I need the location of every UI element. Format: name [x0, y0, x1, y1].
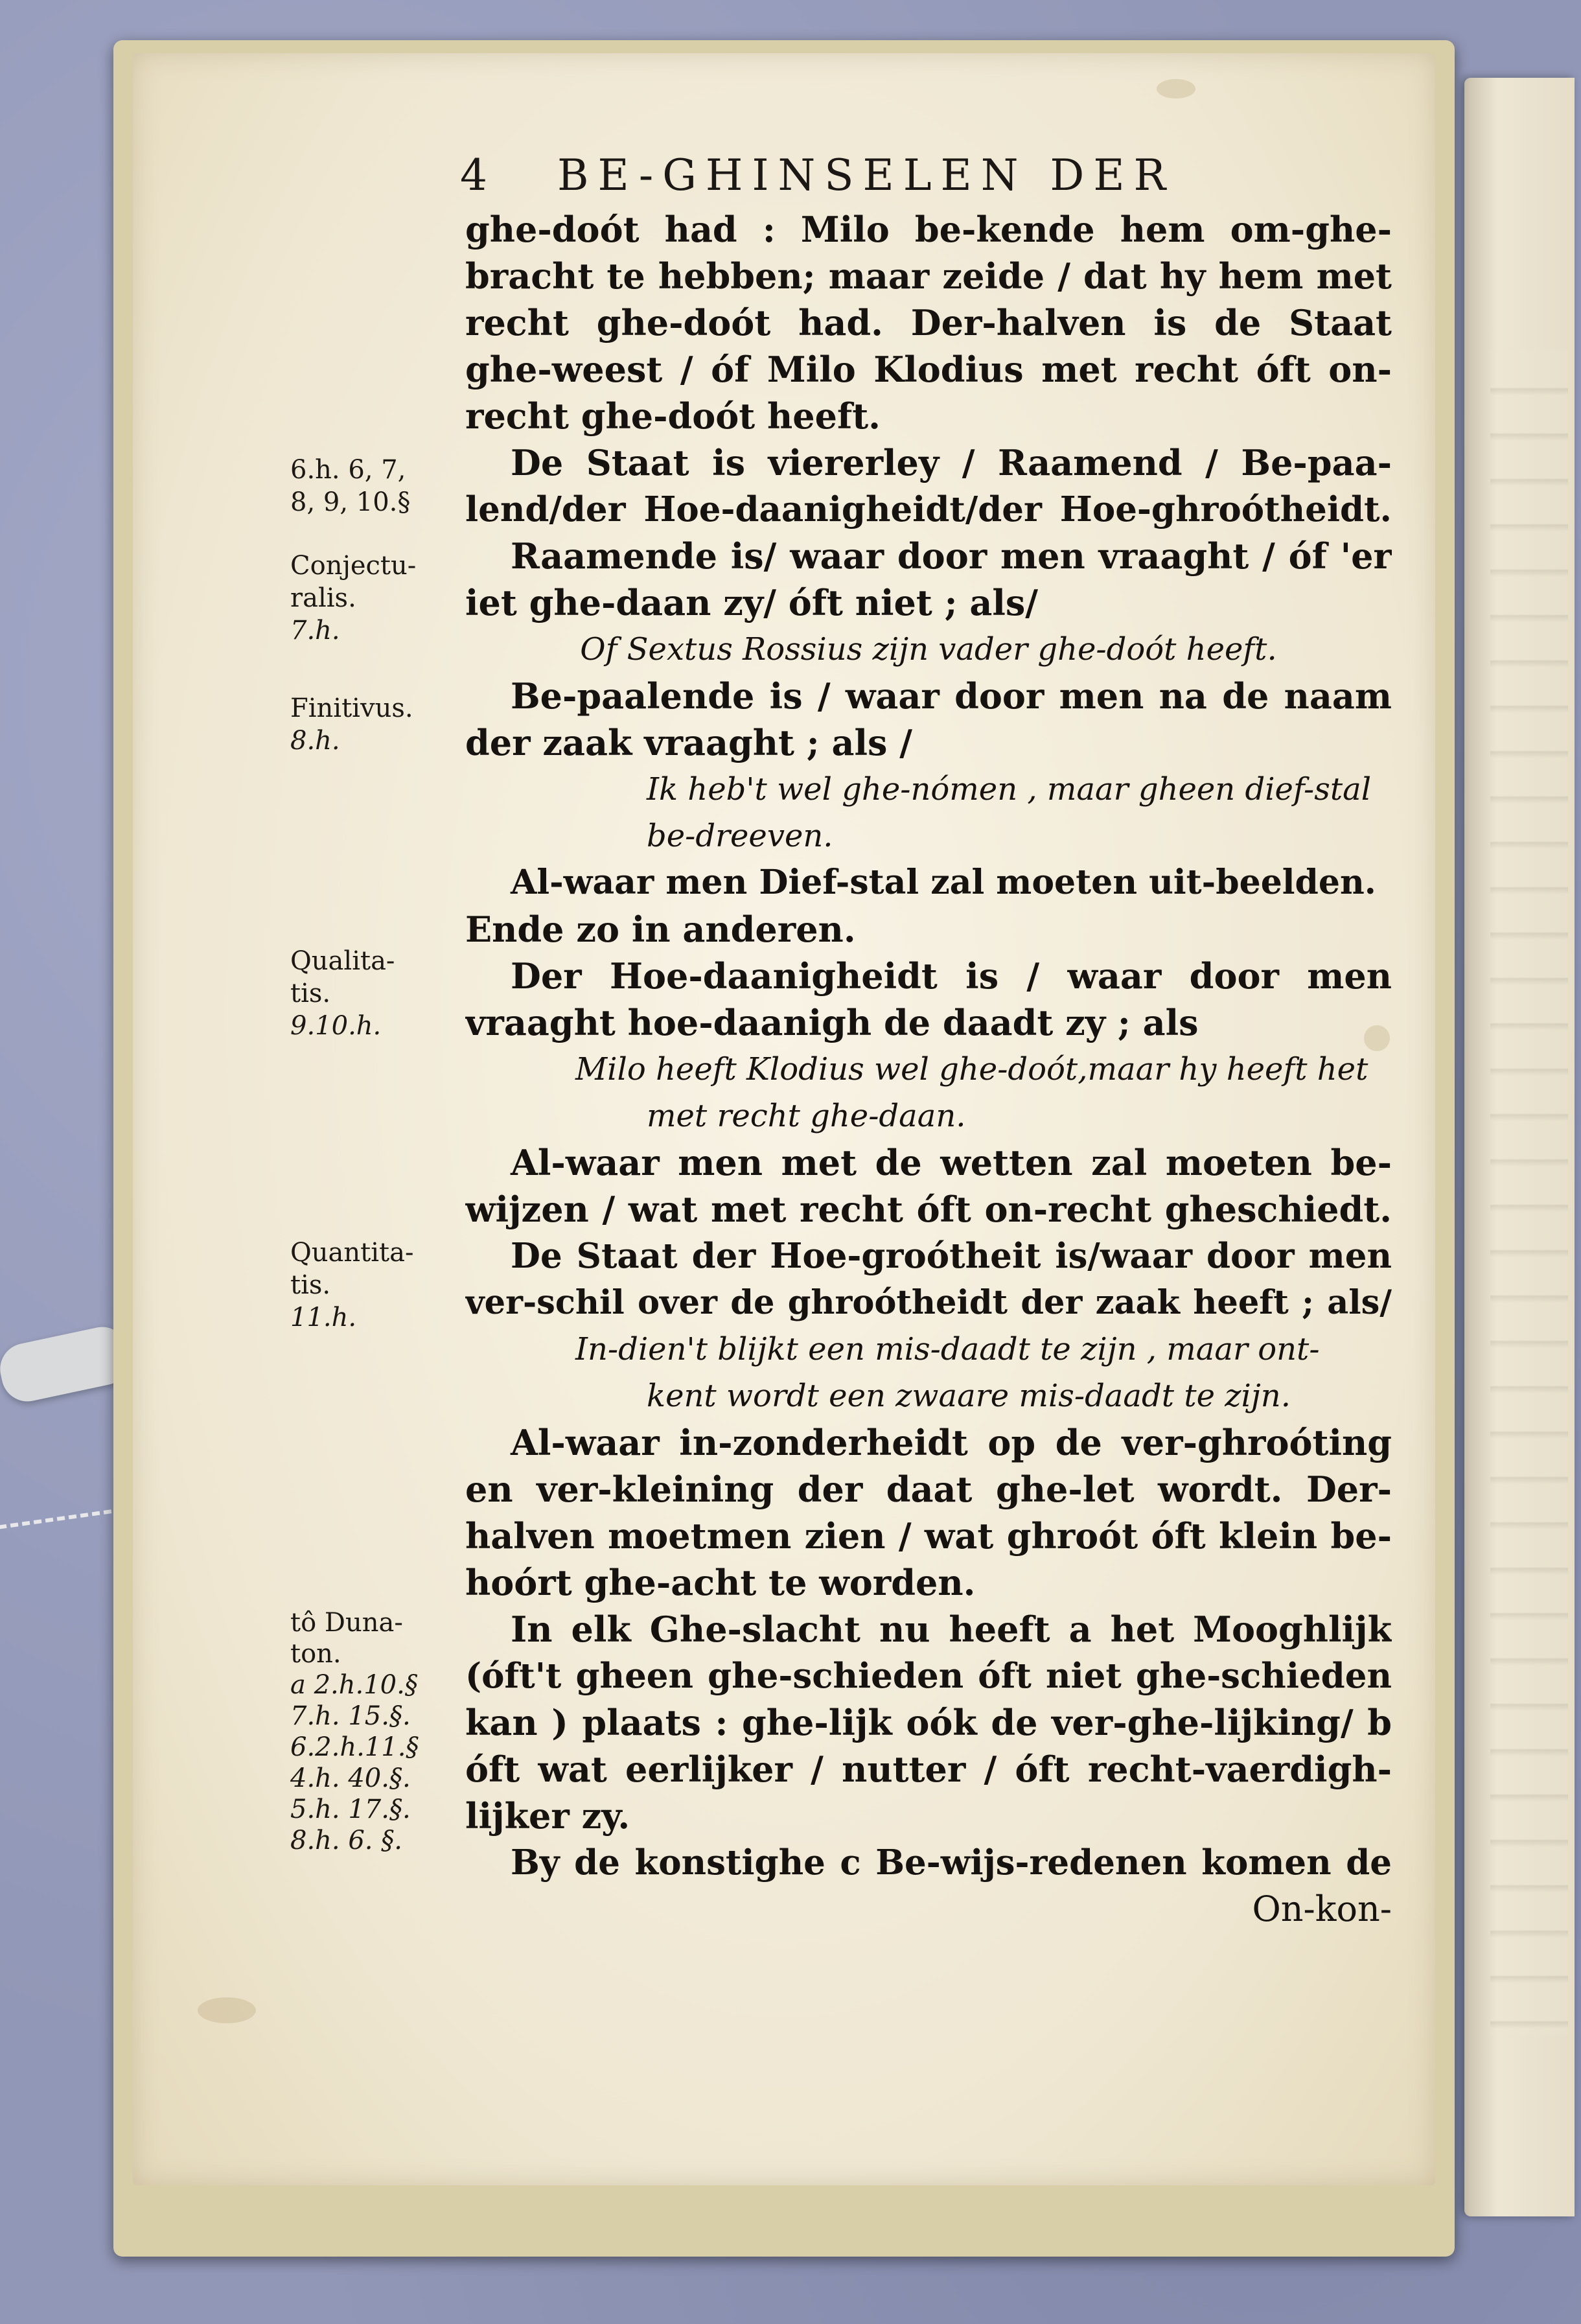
- text-line: Be-paalende is / waar door men na de naam: [511, 675, 1392, 717]
- text-line: kan ) plaats : ghe-lijk oók de ver-ghe-lijking/ b: [465, 1702, 1392, 1743]
- margin-note: [290, 945, 459, 1042]
- margin-note-line: ralis.: [290, 583, 356, 613]
- margin-note-line: 6.2.h.11.§: [290, 1732, 419, 1762]
- text-line: en ver-kleining der daat ghe-let wordt. Der-: [465, 1469, 1392, 1510]
- text-line: ghe-doót had : Milo be-kende hem om-ghe-: [465, 209, 1392, 250]
- text-line: Der Hoe-daanigheidt is / waar door men: [511, 955, 1392, 997]
- margin-note-line: Quantita-: [290, 1238, 414, 1268]
- margin-note-line: Finitivus.: [290, 693, 413, 723]
- foxing-spot: [198, 1997, 256, 2023]
- text-line: Ende zo in anderen.: [465, 909, 856, 950]
- facing-page-edge: [1464, 78, 1575, 2216]
- margin-note: [290, 550, 459, 647]
- margin-note-line: 8, 9, 10.§: [290, 487, 411, 517]
- margin-note: [290, 454, 459, 518]
- text-line: vraaght hoe-daanigh de daadt zy ; als: [465, 1002, 1199, 1043]
- text-line: lijker zy.: [465, 1795, 630, 1837]
- text-line: met recht ghe-daan.: [647, 1098, 966, 1134]
- margin-note-line: 5.h. 17.§.: [290, 1795, 411, 1824]
- text-line: recht ghe-doót heeft.: [465, 395, 881, 437]
- text-line: bracht te hebben; maar zeide / dat hy hem met: [465, 255, 1392, 297]
- margin-note-line: 7.h.: [290, 616, 340, 645]
- text-line: Al-waar men met de wetten zal moeten be-: [511, 1142, 1392, 1183]
- text-line: ghe-weest / óf Milo Klodius met recht óft on-: [465, 349, 1392, 390]
- text-line: wijzen / wat met recht óft on-recht gheschiedt.: [465, 1189, 1392, 1230]
- text-line: De Staat is viererley / Raamend / Be-paa-: [511, 442, 1392, 483]
- text-line: Of Sextus Rossius zijn vader ghe-doót heeft.: [580, 631, 1277, 668]
- body-text: [465, 206, 1392, 1933]
- text-line: ver-schil over de ghroótheidt der zaak heeft ; als/: [465, 1283, 1392, 1322]
- margin-note-line: 6.h. 6, 7,: [290, 455, 406, 485]
- margin-note: [290, 1607, 459, 1856]
- text-line: In elk Ghe-slacht nu heeft a het Mooghlijk: [511, 1609, 1392, 1650]
- text-line: By de konstighe c Be-wijs-redenen komen de: [511, 1842, 1392, 1883]
- text-line: recht ghe-doót had. Der-halven is de Staat: [465, 302, 1392, 343]
- foxing-spot: [1157, 79, 1195, 99]
- catchword: On-kon-: [1252, 1888, 1392, 1929]
- text-line: be-dreeven.: [647, 818, 833, 854]
- margin-note: [290, 1237, 459, 1334]
- text-line: In-dien't blijkt een mis-daadt te zijn , maar ont-: [575, 1331, 1320, 1367]
- facing-page-print: [1490, 350, 1568, 2035]
- margin-note-line: tis.: [290, 1270, 331, 1300]
- margin-note-line: Qualita-: [290, 946, 395, 976]
- text-line: De Staat der Hoe-groótheit is/waar door men: [511, 1236, 1392, 1276]
- text-line: kent wordt een zwaare mis-daadt te zijn.: [647, 1378, 1291, 1414]
- margin-note-line: ton.: [290, 1639, 341, 1669]
- text-line: iet ghe-daan zy/ óft niet ; als/: [465, 582, 1038, 623]
- text-line: Al-waar in-zonderheidt op de ver-ghroóting: [511, 1422, 1392, 1463]
- running-head-title: BE-GHINSELEN DER: [557, 150, 1175, 200]
- text-line: (óft't gheen ghe-schieden óft niet ghe-schieden: [465, 1656, 1392, 1696]
- margin-note-line: 7.h. 15.§.: [290, 1701, 411, 1731]
- margin-note-line: tô Duna-: [290, 1608, 403, 1638]
- text-line: óft wat eerlijker / nutter / óft recht-vaerdigh-: [465, 1749, 1392, 1790]
- margin-note-line: 4.h. 40.§.: [290, 1763, 411, 1793]
- margin-note-line: tis.: [290, 979, 331, 1008]
- margin-note-line: 11.h.: [290, 1303, 357, 1332]
- page-number: 4: [460, 150, 487, 200]
- text-line: hoórt ghe-acht te worden.: [465, 1562, 976, 1603]
- text-line: lend/der Hoe-daanigheidt/der Hoe-ghroótheidt.: [465, 489, 1392, 529]
- margin-note-line: 8.h. 6. §.: [290, 1826, 402, 1855]
- text-line: Raamende is/ waar door men vraaght / óf 'er: [511, 535, 1392, 577]
- text-line: Al-waar men Dief-stal zal moeten uit-beelden.: [511, 863, 1376, 902]
- margin-note-line: Conjectu-: [290, 551, 417, 581]
- text-line: Milo heeft Klodius wel ghe-doót,maar hy heeft het: [575, 1051, 1368, 1087]
- running-head: [460, 150, 1283, 209]
- text-line: Ik heb't wel ghe-nómen , maar gheen dief-stal: [647, 771, 1372, 808]
- text-line: der zaak vraaght ; als /: [465, 722, 912, 763]
- margin-note: [290, 692, 459, 757]
- text-line: halven moetmen zien / wat ghroót óft klein be-: [465, 1515, 1392, 1557]
- margin-note-line: a 2.h.10.§: [290, 1670, 418, 1700]
- margin-note-line: 9.10.h.: [290, 1011, 382, 1041]
- margin-note-line: 8.h.: [290, 726, 340, 756]
